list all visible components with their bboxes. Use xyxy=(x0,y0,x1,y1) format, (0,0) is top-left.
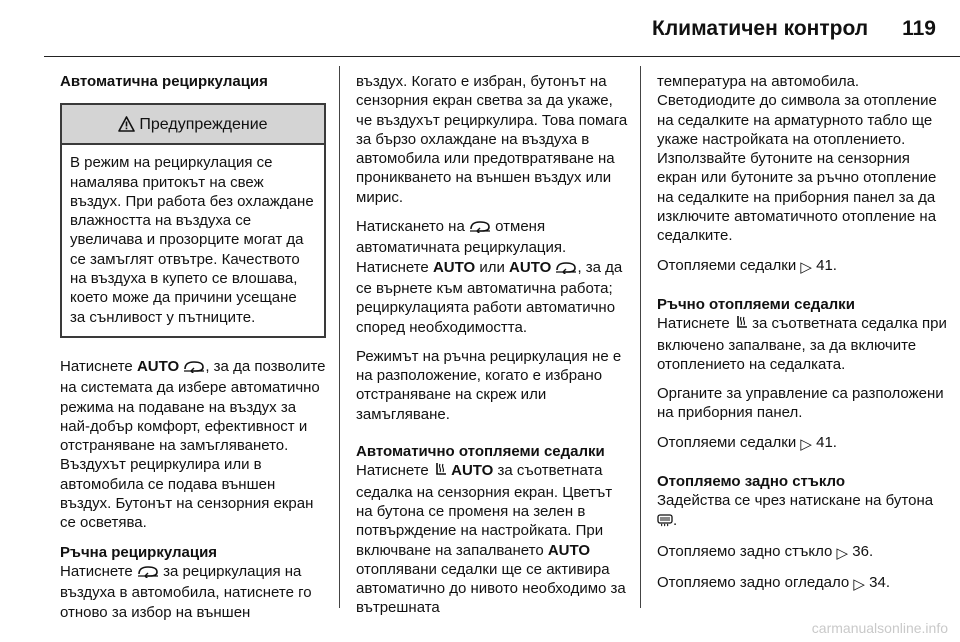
header-divider xyxy=(44,56,960,57)
column-divider-2 xyxy=(640,66,641,608)
paragraph-manual xyxy=(60,562,326,622)
text: Натиснете xyxy=(356,462,433,480)
auto-label: AUTO xyxy=(136,357,180,375)
text: Отопляемо задно огледало xyxy=(657,574,854,592)
column-divider-1 xyxy=(339,66,340,608)
text: за съответната седалка на сензорния екран. Цветът на бутона се променя на зелен в потвърждение на настройката. При включване на запалването xyxy=(356,462,613,559)
recirculation-icon xyxy=(137,564,159,583)
heated-seat-icon xyxy=(734,315,748,335)
text: Задейства се чрез натискане на бутона xyxy=(657,492,934,510)
section-heading-auto-recirculation: Автоматична рециркулация xyxy=(60,73,268,90)
text: Натиснете xyxy=(60,357,137,375)
text: отменя автоматичната рециркулация. Натиснете xyxy=(356,218,567,276)
auto-label: AUTO xyxy=(509,258,552,276)
page-ref: 41. xyxy=(816,433,837,451)
auto-label: AUTO xyxy=(451,462,494,480)
text: Натиснете xyxy=(657,315,734,333)
reference-rear-window xyxy=(657,542,953,563)
text: Отопляемо задно стъкло xyxy=(657,542,837,560)
warning-title: Предупреждение xyxy=(139,115,268,133)
paragraph-recirc-continued: въздух. Когато е избран, бутонът на сензорния екран светва за да укаже, че въздухът рециркулира. Това помага за бързо охлаждане на въздуха в автомобила или предотвратяване на проникването на външен въздух или мирис. xyxy=(356,73,628,206)
paragraph-rear-window xyxy=(657,491,953,532)
paragraph-manual-seats xyxy=(657,314,953,374)
page-ref: 34. xyxy=(869,574,890,592)
reference-heated-seats-1 xyxy=(657,256,953,277)
page-ref: 36. xyxy=(852,542,874,560)
page-number: 119 xyxy=(902,17,936,40)
text: Натискането на xyxy=(356,218,469,236)
text: или xyxy=(475,258,510,276)
recirculation-icon xyxy=(469,219,491,238)
paragraph-auto xyxy=(60,357,326,533)
auto-label: AUTO xyxy=(432,258,476,276)
column-1 xyxy=(60,72,326,632)
text: . xyxy=(673,511,678,529)
page-reference-icon: ▷ xyxy=(853,576,865,594)
heated-seat-icon xyxy=(433,462,447,482)
text: Натиснете xyxy=(60,562,137,580)
warning-box xyxy=(60,103,326,338)
section-heading-manual-recirculation: Ръчна рециркулация xyxy=(60,543,218,561)
recirculation-icon xyxy=(183,359,205,378)
paragraph-seat-heat-continued: температура на автомобила. Светодиодите до символа за отопление на седалките на арматурното табло ще укаже настройката на отоплението. Използвайте бутоните на сензорния екран или бутоните за ръчно отопление на седалките на приборния панел за да изключите автоматичното отопление на седалките. xyxy=(657,73,937,245)
warning-triangle-icon xyxy=(118,116,135,132)
paragraph-controls-location: Органите за управление са разположени на приборния панел. xyxy=(657,385,944,422)
text: за съответната седалка при включено запалване, за да включите отоплението на седалката. xyxy=(657,315,947,373)
paragraph-auto-seats xyxy=(356,461,628,617)
paragraph-cancel-auto xyxy=(356,217,628,337)
section-heading-manual-heated-seats: Ръчно отопляеми седалки xyxy=(657,295,855,313)
page-reference-icon: ▷ xyxy=(836,544,849,562)
watermark: carmanualsonline.info xyxy=(811,620,948,636)
warning-header xyxy=(62,105,324,145)
text: , за да позволите на системата да избере автоматично режима на подаване на въздух за най-добър комфорт, ефективност и отстраняване на замъгляването. Въздухът рециркулира или в автомобила се подава външен въздух. Бутонът на сензорния екран се осветява. xyxy=(60,357,326,532)
text: отоплявани седалки ще се активира автоматично до нивото необходимо за вътрешната xyxy=(356,560,626,617)
warning-text: В режим на рециркулация се намалява притокът на свеж въздух. При работа без охлаждане влажността на въздуха се увеличава и прозорците могат да се замъглят отвътре. Качеството на въздуха в купето се влошава, което може да причини усещане за сънливост у пътниците. xyxy=(70,154,314,326)
page-title: Климатичен контрол xyxy=(652,17,869,40)
section-heading-auto-heated-seats: Автоматично отопляеми седалки xyxy=(356,443,605,461)
page-ref: 41. xyxy=(816,256,837,274)
page-reference-icon: ▷ xyxy=(800,258,812,276)
reference-heated-seats-2 xyxy=(657,433,953,454)
text: , за да се върнете към автоматична работа; рециркулацията работи автоматично според необходимостта. xyxy=(356,258,623,336)
page-reference-icon: ▷ xyxy=(800,435,812,453)
column-3 xyxy=(657,72,953,605)
rear-defrost-icon xyxy=(657,513,673,532)
text: Отопляеми седалки xyxy=(657,433,801,451)
auto-label: AUTO xyxy=(547,541,591,559)
paragraph-manual-unavailable: Режимът на ръчна рециркулация не е на разположение, когато е избрано отстраняване на скреж или замъгляване. xyxy=(356,347,622,423)
column-2 xyxy=(356,72,628,628)
recirculation-icon xyxy=(555,260,577,279)
text: за рециркулация на въздуха в автомобила, натиснете го отново за избор на външен xyxy=(60,562,312,621)
section-heading-heated-rear-window: Отопляемо задно стъкло xyxy=(657,473,846,491)
text: Отопляеми седалки xyxy=(657,256,801,274)
reference-rear-mirror xyxy=(657,573,953,594)
